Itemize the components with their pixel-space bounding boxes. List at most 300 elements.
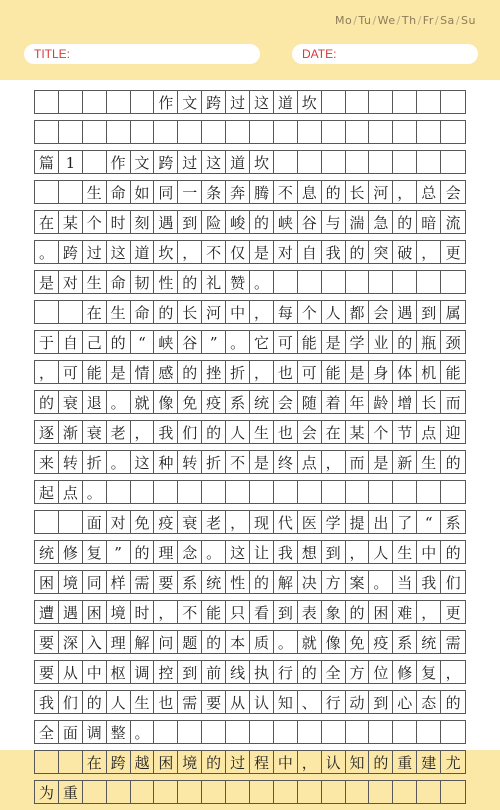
grid-cell: 建 bbox=[417, 750, 441, 774]
grid-cell: 是 bbox=[322, 330, 346, 354]
grid-cell bbox=[35, 90, 59, 114]
grid-cell: ， bbox=[178, 240, 202, 264]
grid-cell: 行 bbox=[322, 690, 346, 714]
grid-cell: ” bbox=[202, 330, 226, 354]
grid-cell: 个 bbox=[369, 420, 393, 444]
grid-cell: 1 bbox=[59, 150, 83, 174]
grid-cell: 属 bbox=[441, 300, 465, 324]
grid-cell: 某 bbox=[59, 210, 83, 234]
grid-cell: 生 bbox=[417, 450, 441, 474]
grid-row bbox=[34, 600, 466, 624]
grid-cell: 我 bbox=[417, 570, 441, 594]
grid-cell: 性 bbox=[226, 570, 250, 594]
grid-cell: 代 bbox=[274, 510, 298, 534]
grid-cell: 就 bbox=[298, 630, 322, 654]
grid-cell: 仅 bbox=[226, 240, 250, 264]
date-field[interactable] bbox=[292, 44, 478, 64]
grid-cell: 到 bbox=[417, 300, 441, 324]
grid-cell: 程 bbox=[250, 750, 274, 774]
grid-cell: 河 bbox=[202, 300, 226, 324]
grid-cell bbox=[154, 480, 178, 504]
grid-cell bbox=[441, 720, 465, 744]
grid-cell bbox=[322, 720, 346, 744]
grid-cell: 到 bbox=[322, 540, 346, 564]
grid-cell bbox=[417, 780, 441, 804]
weekday-selector bbox=[335, 14, 476, 27]
grid-cell: 逐 bbox=[35, 420, 59, 444]
grid-cell: 坎 bbox=[250, 150, 274, 174]
grid-cell: 我 bbox=[154, 420, 178, 444]
grid-cell: 本 bbox=[226, 630, 250, 654]
grid-row bbox=[34, 780, 466, 804]
grid-row bbox=[34, 330, 466, 354]
grid-cell: ， bbox=[417, 600, 441, 624]
grid-cell: 湍 bbox=[346, 210, 370, 234]
grid-cell: 到 bbox=[369, 690, 393, 714]
grid-cell: 个 bbox=[83, 210, 107, 234]
grid-cell bbox=[346, 270, 370, 294]
grid-cell: 困 bbox=[369, 600, 393, 624]
grid-cell: 在 bbox=[322, 420, 346, 444]
title-field[interactable] bbox=[24, 44, 260, 64]
grid-cell: 的 bbox=[202, 750, 226, 774]
grid-row bbox=[34, 120, 466, 144]
grid-cell: 这 bbox=[202, 150, 226, 174]
grid-cell: 的 bbox=[154, 300, 178, 324]
grid-cell: 只 bbox=[226, 600, 250, 624]
grid-cell: 险 bbox=[202, 210, 226, 234]
grid-cell: 不 bbox=[202, 240, 226, 264]
grid-cell: 动 bbox=[346, 690, 370, 714]
grid-cell: 赞 bbox=[226, 270, 250, 294]
grid-cell bbox=[298, 270, 322, 294]
grid-row bbox=[34, 240, 466, 264]
grid-cell: 能 bbox=[83, 360, 107, 384]
grid-cell: 个 bbox=[298, 300, 322, 324]
grid-cell: ， bbox=[226, 510, 250, 534]
grid-cell: 起 bbox=[35, 480, 59, 504]
grid-cell: 我 bbox=[322, 240, 346, 264]
grid-cell bbox=[274, 270, 298, 294]
grid-cell: 统 bbox=[35, 540, 59, 564]
grid-cell: 免 bbox=[346, 630, 370, 654]
grid-cell bbox=[274, 780, 298, 804]
weekday-separator: / bbox=[353, 14, 358, 27]
grid-cell: 刻 bbox=[131, 210, 155, 234]
grid-cell: 念 bbox=[178, 540, 202, 564]
grid-cell: 的 bbox=[369, 750, 393, 774]
grid-cell: 的 bbox=[441, 690, 465, 714]
grid-cell: 医 bbox=[298, 510, 322, 534]
grid-cell bbox=[393, 150, 417, 174]
grid-cell: 不 bbox=[178, 600, 202, 624]
grid-cell: 系 bbox=[393, 630, 417, 654]
grid-cell: 修 bbox=[393, 660, 417, 684]
grid-cell: 重 bbox=[59, 780, 83, 804]
weekday-th[interactable]: Th bbox=[401, 14, 417, 27]
grid-cell: 案 bbox=[346, 570, 370, 594]
grid-cell: 是 bbox=[250, 240, 274, 264]
grid-cell: 理 bbox=[107, 630, 131, 654]
grid-cell: 性 bbox=[154, 270, 178, 294]
grid-cell: 衰 bbox=[59, 390, 83, 414]
grid-cell: 道 bbox=[131, 240, 155, 264]
grid-cell: 它 bbox=[250, 330, 274, 354]
grid-cell: 困 bbox=[154, 750, 178, 774]
grid-cell bbox=[83, 90, 107, 114]
grid-cell: 疫 bbox=[202, 390, 226, 414]
grid-cell: 能 bbox=[322, 360, 346, 384]
grid-cell: 像 bbox=[154, 390, 178, 414]
grid-cell: 生 bbox=[393, 540, 417, 564]
grid-cell: ， bbox=[298, 750, 322, 774]
row-gap bbox=[34, 804, 466, 810]
grid-cell: 的 bbox=[178, 360, 202, 384]
grid-cell: 奔 bbox=[226, 180, 250, 204]
grid-cell: 出 bbox=[369, 510, 393, 534]
grid-cell: 的 bbox=[202, 630, 226, 654]
grid-cell bbox=[274, 150, 298, 174]
grid-cell: 越 bbox=[131, 750, 155, 774]
grid-cell: 条 bbox=[202, 180, 226, 204]
grid-cell: 调 bbox=[131, 660, 155, 684]
grid-cell: 中 bbox=[83, 660, 107, 684]
grid-cell: 要 bbox=[35, 630, 59, 654]
grid-cell: 行 bbox=[274, 660, 298, 684]
grid-row bbox=[34, 660, 466, 684]
grid-cell: 文 bbox=[131, 150, 155, 174]
grid-cell: 学 bbox=[322, 510, 346, 534]
grid-row bbox=[34, 510, 466, 534]
grid-cell: 尤 bbox=[441, 750, 465, 774]
grid-cell: 方 bbox=[346, 660, 370, 684]
grid-cell: 对 bbox=[274, 240, 298, 264]
grid-cell: 遇 bbox=[393, 300, 417, 324]
grid-cell: 系 bbox=[178, 570, 202, 594]
grid-cell: 跨 bbox=[202, 90, 226, 114]
weekday-tu[interactable]: Tu bbox=[358, 14, 372, 27]
grid-cell bbox=[298, 780, 322, 804]
grid-cell: 作 bbox=[107, 150, 131, 174]
grid-cell: 道 bbox=[274, 90, 298, 114]
grid-cell: 颈 bbox=[441, 330, 465, 354]
grid-cell: 生 bbox=[250, 420, 274, 444]
grid-cell: 从 bbox=[59, 660, 83, 684]
grid-cell: ， bbox=[346, 540, 370, 564]
weekday-we[interactable]: We bbox=[377, 14, 396, 27]
grid-cell: 能 bbox=[202, 600, 226, 624]
grid-cell bbox=[298, 120, 322, 144]
grid-row bbox=[34, 720, 466, 744]
grid-cell: 都 bbox=[346, 300, 370, 324]
grid-cell: 也 bbox=[274, 360, 298, 384]
weekday-separator: / bbox=[372, 14, 377, 27]
grid-cell bbox=[346, 480, 370, 504]
grid-cell: 复 bbox=[417, 660, 441, 684]
grid-cell: 重 bbox=[393, 750, 417, 774]
grid-cell bbox=[417, 480, 441, 504]
grid-cell bbox=[59, 300, 83, 324]
grid-cell: 理 bbox=[154, 540, 178, 564]
grid-cell: 困 bbox=[35, 570, 59, 594]
grid-cell: 退 bbox=[83, 390, 107, 414]
grid-cell bbox=[274, 120, 298, 144]
grid-row bbox=[34, 150, 466, 174]
weekday-su[interactable]: Su bbox=[461, 14, 476, 27]
grid-cell bbox=[154, 780, 178, 804]
grid-cell: 与 bbox=[322, 210, 346, 234]
grid-cell: 谷 bbox=[298, 210, 322, 234]
grid-cell: 转 bbox=[178, 450, 202, 474]
grid-cell: 跨 bbox=[107, 750, 131, 774]
grid-cell: 中 bbox=[417, 540, 441, 564]
grid-cell: “ bbox=[417, 510, 441, 534]
grid-cell: 。 bbox=[250, 270, 274, 294]
manuscript-grid bbox=[34, 90, 466, 810]
grid-row bbox=[34, 750, 466, 774]
grid-cell: 的 bbox=[250, 570, 274, 594]
grid-cell: 面 bbox=[59, 720, 83, 744]
grid-cell: 可 bbox=[298, 360, 322, 384]
grid-cell: 峡 bbox=[274, 210, 298, 234]
weekday-fr[interactable]: Fr bbox=[422, 14, 434, 27]
grid-cell: 折 bbox=[226, 360, 250, 384]
grid-cell: 需 bbox=[441, 630, 465, 654]
grid-cell bbox=[322, 120, 346, 144]
grid-cell: 时 bbox=[107, 210, 131, 234]
grid-cell: 在 bbox=[83, 300, 107, 324]
grid-cell: 总 bbox=[417, 180, 441, 204]
grid-cell: 年 bbox=[346, 390, 370, 414]
grid-cell: 长 bbox=[178, 300, 202, 324]
grid-cell: 节 bbox=[393, 420, 417, 444]
grid-cell bbox=[131, 120, 155, 144]
weekday-sa[interactable]: Sa bbox=[440, 14, 455, 27]
grid-cell: 在 bbox=[83, 750, 107, 774]
grid-cell: 感 bbox=[154, 360, 178, 384]
weekday-separator: / bbox=[417, 14, 422, 27]
grid-cell: 礼 bbox=[202, 270, 226, 294]
grid-cell: 的 bbox=[441, 540, 465, 564]
grid-cell bbox=[83, 150, 107, 174]
grid-cell: 线 bbox=[226, 660, 250, 684]
grid-cell bbox=[35, 300, 59, 324]
grid-cell: 生 bbox=[83, 270, 107, 294]
grid-cell: 前 bbox=[202, 660, 226, 684]
grid-cell: 想 bbox=[298, 540, 322, 564]
grid-cell: 我 bbox=[35, 690, 59, 714]
grid-cell: 需 bbox=[131, 570, 155, 594]
grid-cell: 解 bbox=[274, 570, 298, 594]
grid-cell: 。 bbox=[274, 630, 298, 654]
grid-cell bbox=[178, 120, 202, 144]
grid-cell: 机 bbox=[417, 360, 441, 384]
weekday-mo[interactable]: Mo bbox=[334, 14, 353, 27]
grid-cell: 深 bbox=[59, 630, 83, 654]
grid-cell: 急 bbox=[369, 210, 393, 234]
grid-cell bbox=[83, 120, 107, 144]
grid-cell: 认 bbox=[322, 750, 346, 774]
grid-cell bbox=[226, 120, 250, 144]
grid-cell: 。 bbox=[226, 330, 250, 354]
grid-cell: 。 bbox=[369, 570, 393, 594]
grid-cell: 。 bbox=[35, 240, 59, 264]
grid-cell: ， bbox=[417, 240, 441, 264]
grid-cell: 问 bbox=[154, 630, 178, 654]
grid-cell: 们 bbox=[441, 570, 465, 594]
grid-cell: 到 bbox=[178, 660, 202, 684]
grid-cell bbox=[250, 720, 274, 744]
grid-cell: 腾 bbox=[250, 180, 274, 204]
grid-cell: 不 bbox=[274, 180, 298, 204]
grid-cell: 免 bbox=[178, 390, 202, 414]
grid-cell: 可 bbox=[274, 330, 298, 354]
grid-cell: 看 bbox=[250, 600, 274, 624]
grid-cell: 。 bbox=[107, 390, 131, 414]
grid-cell: 而 bbox=[346, 450, 370, 474]
grid-cell: 的 bbox=[393, 330, 417, 354]
grid-cell: 认 bbox=[250, 690, 274, 714]
grid-cell: 这 bbox=[226, 540, 250, 564]
grid-row bbox=[34, 630, 466, 654]
grid-cell: 过 bbox=[226, 750, 250, 774]
grid-cell: 道 bbox=[226, 150, 250, 174]
grid-cell bbox=[417, 120, 441, 144]
grid-cell: 方 bbox=[322, 570, 346, 594]
grid-cell: 体 bbox=[393, 360, 417, 384]
grid-cell: 跨 bbox=[59, 240, 83, 264]
grid-cell: 境 bbox=[59, 570, 83, 594]
grid-cell bbox=[298, 480, 322, 504]
grid-cell: ， bbox=[441, 660, 465, 684]
grid-cell: 点 bbox=[417, 420, 441, 444]
grid-cell bbox=[250, 480, 274, 504]
grid-cell: 暗 bbox=[417, 210, 441, 234]
grid-cell: 挫 bbox=[202, 360, 226, 384]
grid-cell bbox=[441, 90, 465, 114]
grid-cell: 们 bbox=[178, 420, 202, 444]
grid-cell bbox=[417, 150, 441, 174]
grid-cell: 篇 bbox=[35, 150, 59, 174]
grid-cell: 需 bbox=[178, 690, 202, 714]
grid-cell: 题 bbox=[178, 630, 202, 654]
grid-cell: 生 bbox=[131, 690, 155, 714]
grid-cell bbox=[202, 780, 226, 804]
grid-cell: 衰 bbox=[83, 420, 107, 444]
grid-cell: 质 bbox=[250, 630, 274, 654]
grid-cell bbox=[369, 720, 393, 744]
grid-cell: 执 bbox=[250, 660, 274, 684]
grid-cell: 学 bbox=[346, 330, 370, 354]
grid-cell bbox=[393, 270, 417, 294]
grid-cell: 的 bbox=[250, 210, 274, 234]
grid-cell bbox=[369, 150, 393, 174]
grid-cell bbox=[35, 180, 59, 204]
grid-cell bbox=[131, 90, 155, 114]
grid-cell: 长 bbox=[417, 390, 441, 414]
grid-cell: ， bbox=[393, 180, 417, 204]
grid-cell bbox=[202, 120, 226, 144]
grid-cell: 身 bbox=[369, 360, 393, 384]
grid-cell: 解 bbox=[131, 630, 155, 654]
grid-cell: 要 bbox=[202, 690, 226, 714]
grid-cell bbox=[393, 90, 417, 114]
grid-cell bbox=[298, 150, 322, 174]
grid-cell: 的 bbox=[131, 540, 155, 564]
grid-row bbox=[34, 180, 466, 204]
grid-cell: 坎 bbox=[298, 90, 322, 114]
grid-cell: 控 bbox=[154, 660, 178, 684]
grid-cell: 不 bbox=[226, 450, 250, 474]
grid-cell bbox=[369, 480, 393, 504]
grid-cell: “ bbox=[131, 330, 155, 354]
grid-cell: ” bbox=[107, 540, 131, 564]
grid-cell: 更 bbox=[441, 600, 465, 624]
grid-cell bbox=[59, 510, 83, 534]
grid-cell: 的 bbox=[298, 660, 322, 684]
grid-cell: 入 bbox=[83, 630, 107, 654]
grid-cell: 命 bbox=[131, 300, 155, 324]
grid-cell bbox=[346, 120, 370, 144]
grid-cell: 、 bbox=[298, 690, 322, 714]
grid-cell: 突 bbox=[369, 240, 393, 264]
grid-cell: 文 bbox=[178, 90, 202, 114]
grid-cell: 疫 bbox=[369, 630, 393, 654]
grid-row bbox=[34, 300, 466, 324]
grid-cell: 到 bbox=[178, 210, 202, 234]
grid-cell: 让 bbox=[250, 540, 274, 564]
grid-cell: 境 bbox=[107, 600, 131, 624]
grid-cell: 了 bbox=[393, 510, 417, 534]
grid-cell bbox=[417, 720, 441, 744]
grid-cell: 系 bbox=[226, 390, 250, 414]
grid-cell: 老 bbox=[202, 510, 226, 534]
grid-cell: 命 bbox=[107, 180, 131, 204]
grid-cell: 每 bbox=[274, 300, 298, 324]
grid-cell bbox=[226, 720, 250, 744]
grid-cell: 也 bbox=[154, 690, 178, 714]
grid-cell: 遇 bbox=[154, 210, 178, 234]
grid-cell: 息 bbox=[298, 180, 322, 204]
grid-cell: 老 bbox=[107, 420, 131, 444]
grid-cell: 自 bbox=[298, 240, 322, 264]
grid-cell: 疫 bbox=[154, 510, 178, 534]
grid-cell: 的 bbox=[202, 420, 226, 444]
grid-cell: 对 bbox=[59, 270, 83, 294]
grid-cell: 的 bbox=[346, 240, 370, 264]
grid-cell: 的 bbox=[441, 450, 465, 474]
grid-cell: 谷 bbox=[178, 330, 202, 354]
grid-cell: 情 bbox=[131, 360, 155, 384]
grid-cell: 为 bbox=[35, 780, 59, 804]
grid-cell: 的 bbox=[83, 690, 107, 714]
grid-cell: 样 bbox=[107, 570, 131, 594]
grid-cell: ， bbox=[250, 300, 274, 324]
grid-cell: 长 bbox=[346, 180, 370, 204]
grid-cell: 会 bbox=[274, 390, 298, 414]
grid-cell bbox=[178, 480, 202, 504]
grid-row bbox=[34, 570, 466, 594]
grid-cell: 提 bbox=[346, 510, 370, 534]
grid-cell bbox=[226, 480, 250, 504]
grid-cell: 峡 bbox=[154, 330, 178, 354]
grid-cell: 。 bbox=[202, 540, 226, 564]
grid-cell: 当 bbox=[393, 570, 417, 594]
grid-cell: ， bbox=[131, 420, 155, 444]
grid-cell: 自 bbox=[59, 330, 83, 354]
grid-cell: 困 bbox=[83, 600, 107, 624]
grid-cell: ， bbox=[35, 360, 59, 384]
